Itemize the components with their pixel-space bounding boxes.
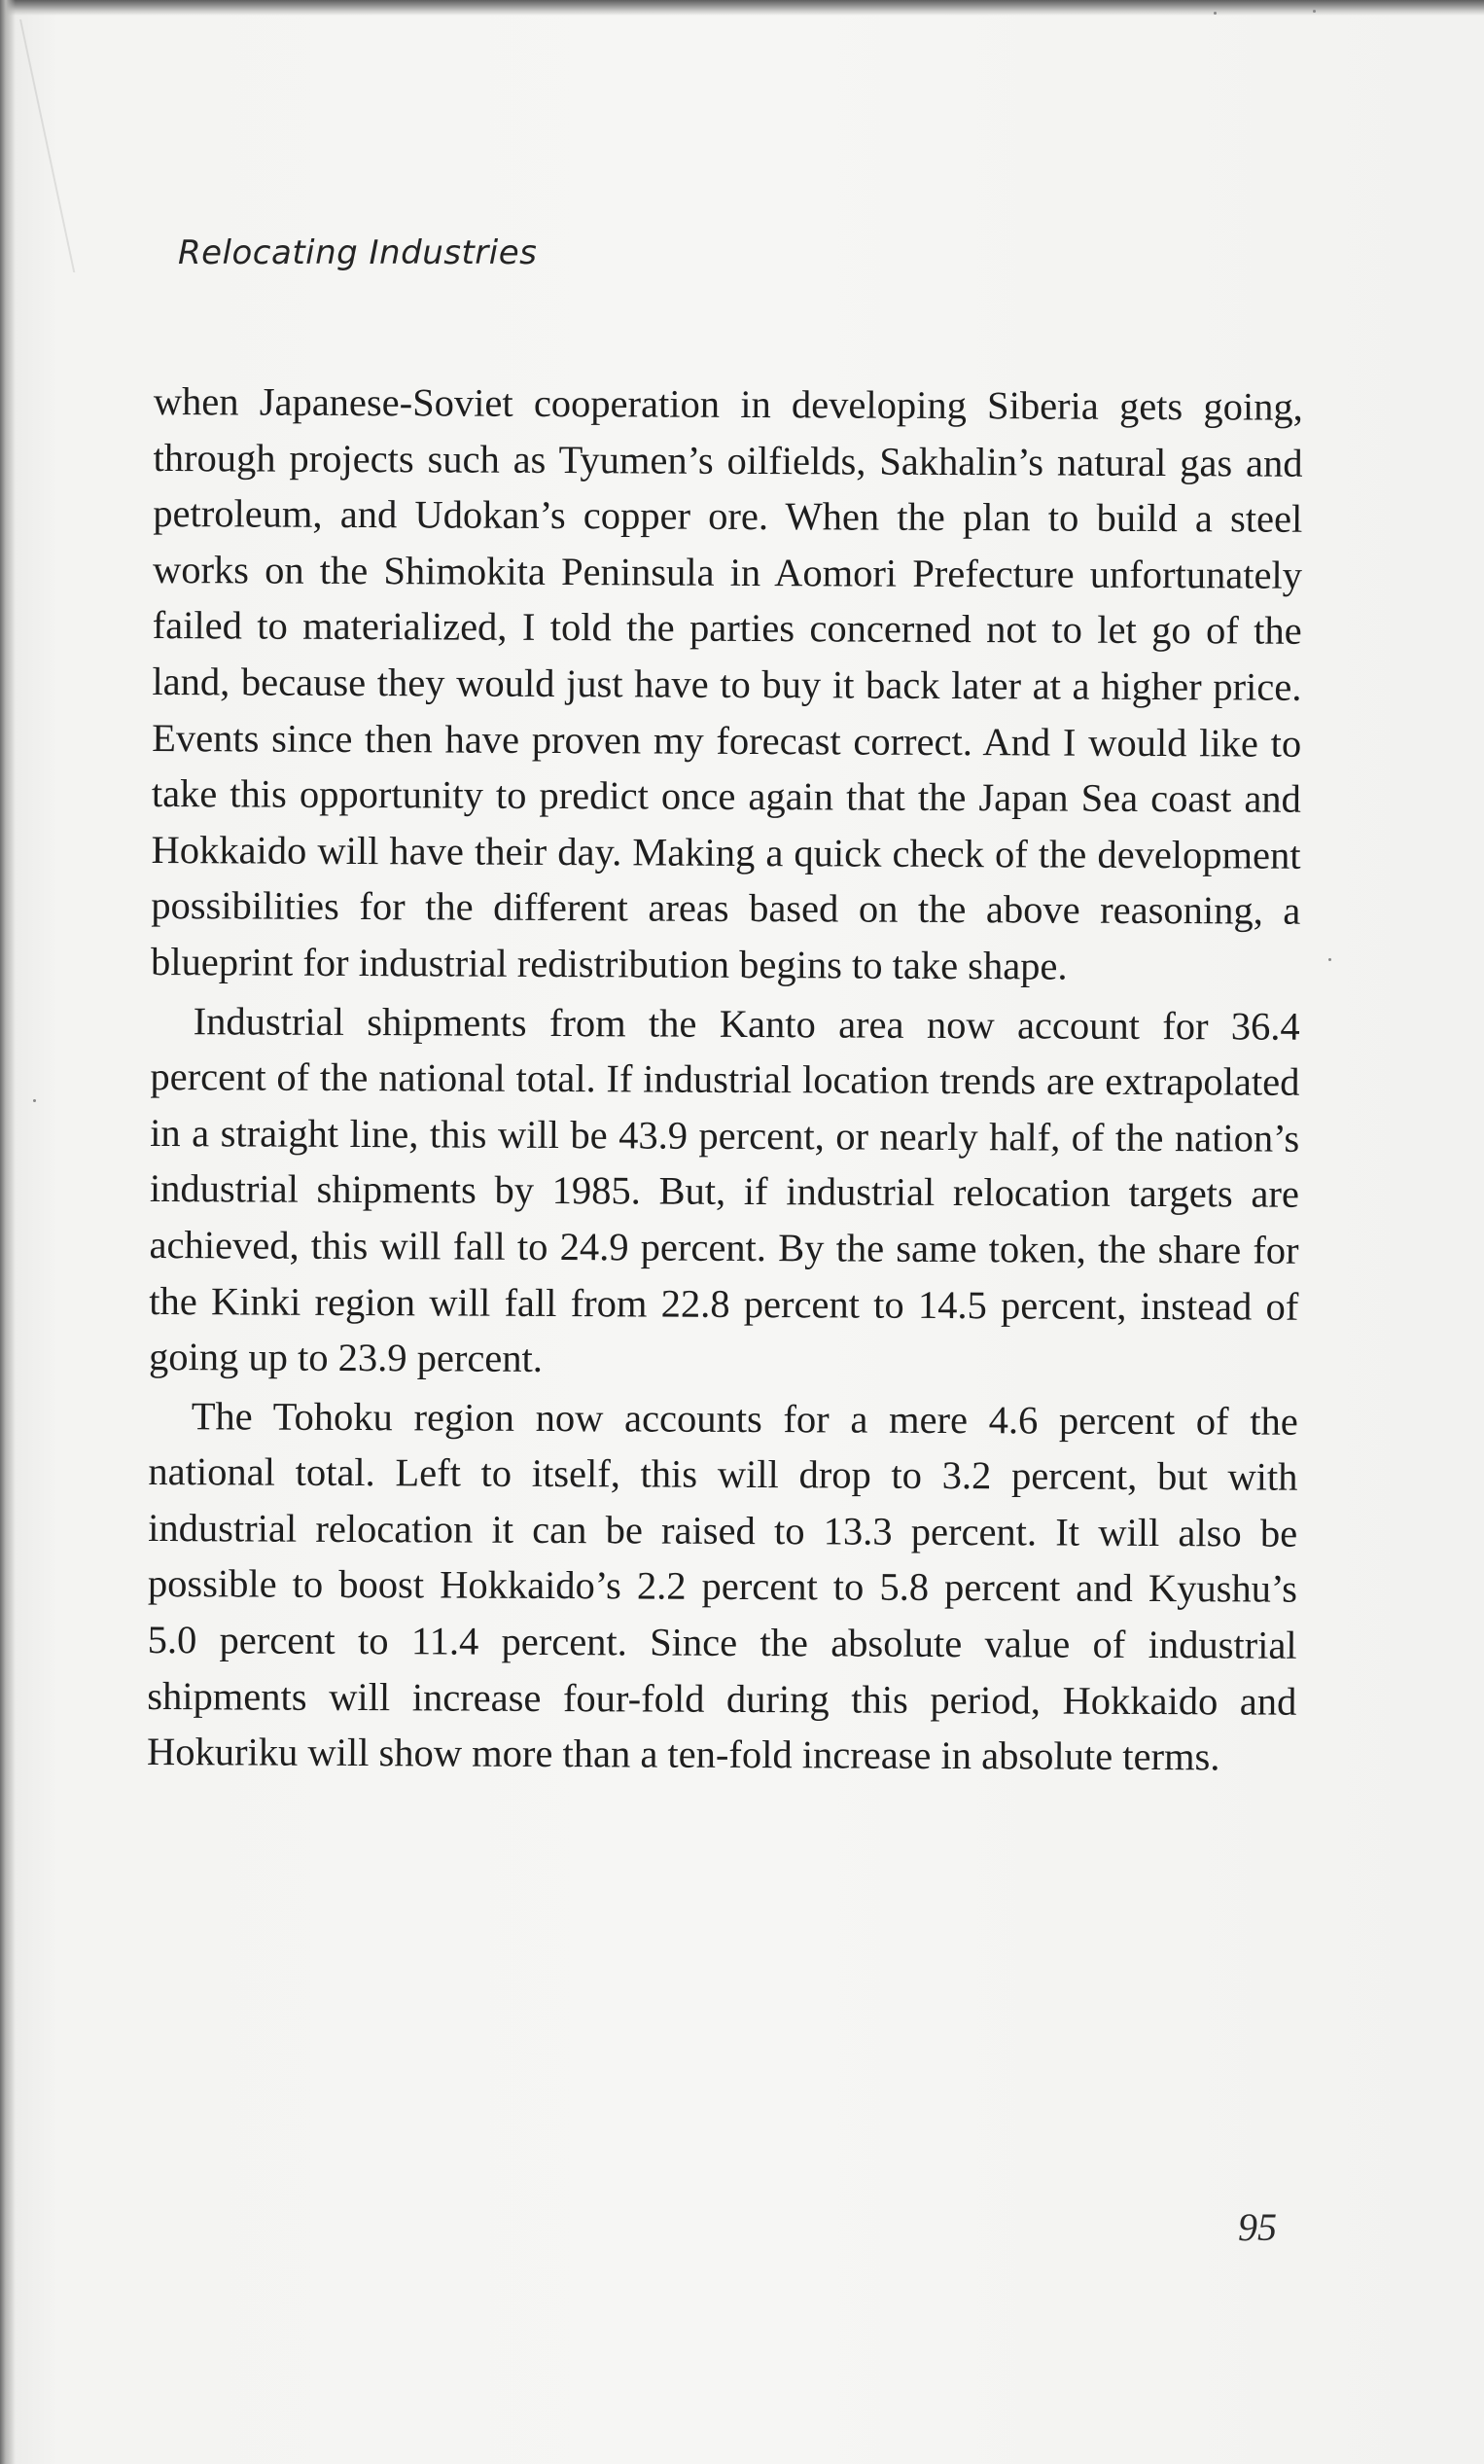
paragraph-2: Industrial shipments from the Kanto area now account for 36.4 percent of the national total. If industrial location trends are extrapolated in a straight line, this will be 43.9 percent, or nearly half, of the nation’s industrial shipments by 1985. But, if industrial relocation targets are achieved, this will fall to 24.9 percent. By the same token, the share for the Kinki region will fall from 22.8 percent to 14.5 percent, instead of going up to 23.9 percent. [148, 998, 1300, 1381]
paper-speck [1328, 958, 1331, 961]
paper-speck [33, 1099, 36, 1102]
page-crease [19, 19, 153, 272]
paragraph-1: when Japanese-Soviet cooperation in developing Siberia gets going, through projects such as Tyumen’s oilfields, Sakhalin’s natural gas and petroleum, and Udokan’s copper ore. When the plan to build a steel works on the Shimokita Peninsula in Aomori Prefecture unfortunately failed to materialized, I told the parties concerned not to let go of the land, because they would just have to buy it back later at a higher price. Events since then have proven my forecast correct. And I would like to take this opportunity to predict once again that the Japan Sea coast and Hokkaido will have their day. Making a quick check of the development possibilities for the different areas based on the above reasoning, a blueprint for industrial redistribution begins to take shape. [150, 378, 1303, 988]
body-text [147, 374, 1303, 1786]
paragraph-3: The Tohoku region now accounts for a mere 4.6 percent of the national total. Left to itself, this will drop to 3.2 percent, but with industrial relocation it can be raised to 13.3 percent. It will also be possible to boost Hokkaido’s 2.2 percent to 5.8 percent and Kyushu’s 5.0 percent to 11.4 percent. Since the absolute value of industrial shipments will increase four-fold during this period, Hokkaido and Hokuriku will show more than a ten-fold increase in absolute terms. [146, 1393, 1298, 1779]
paper-speck [1313, 10, 1316, 13]
page-top-edge [0, 0, 1484, 16]
paper-speck [1214, 12, 1217, 15]
running-head: Relocating Industries [178, 233, 538, 272]
page-number: 95 [1238, 2205, 1277, 2249]
page-binding-edge [0, 0, 16, 2464]
